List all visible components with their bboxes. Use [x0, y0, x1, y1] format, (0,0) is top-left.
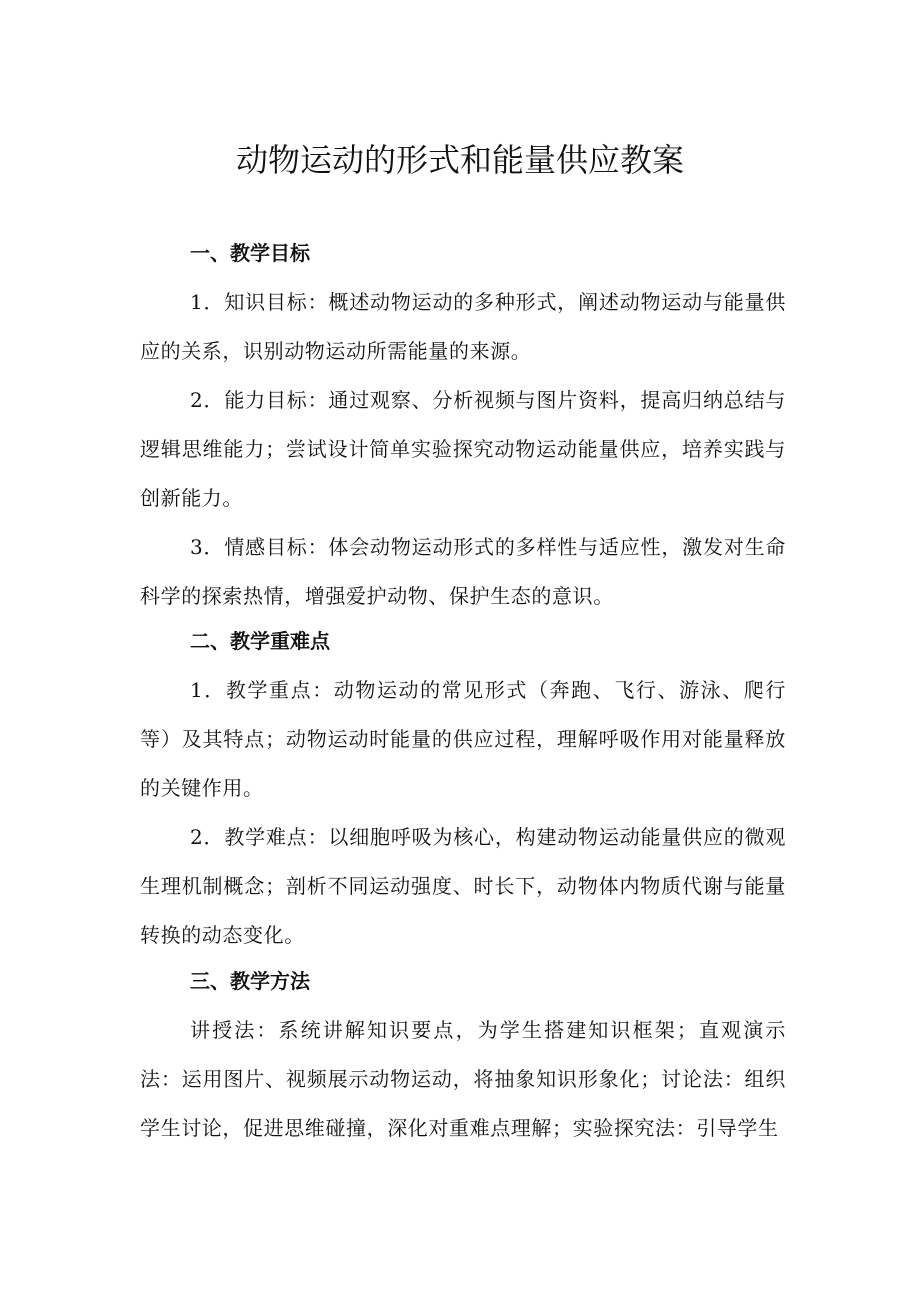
section-heading-objectives: 一、教学目标: [190, 241, 310, 265]
paragraph-emotion-objective: 3．情感目标：体会动物运动形式的多样性与适应性，激发对生命科学的探索热情，增强爱护动物、保护生态的意识。: [140, 535, 786, 608]
document-title: 动物运动的形式和能量供应教案: [235, 141, 684, 179]
section-heading-key-points: 二、教学重难点: [190, 629, 330, 653]
paragraph-teaching-focus: 1．教学重点：动物运动的常见形式（奔跑、飞行、游泳、爬行等）及其特点；动物运动时能量的供应过程，理解呼吸作用对能量释放的关键作用。: [140, 678, 786, 800]
paragraph-knowledge-objective: 1．知识目标：概述动物运动的多种形式，阐述动物运动与能量供应的关系，识别动物运动所需能量的来源。: [140, 290, 786, 363]
paragraph-teaching-difficulty: 2．教学难点：以细胞呼吸为核心，构建动物运动能量供应的微观生理机制概念；剖析不同运动强度、时长下，动物体内物质代谢与能量转换的动态变化。: [140, 825, 786, 947]
paragraph-teaching-methods: 讲授法：系统讲解知识要点，为学生搭建知识框架；直观演示法：运用图片、视频展示动物运动，将抽象知识形象化；讨论法：组织学生讨论，促进思维碰撞，深化对重难点理解；实验探究法：引导学生: [140, 1018, 786, 1140]
paragraph-ability-objective: 2．能力目标：通过观察、分析视频与图片资料，提高归纳总结与逻辑思维能力；尝试设计简单实验探究动物运动能量供应，培养实践与创新能力。: [140, 388, 786, 510]
section-heading-methods: 三、教学方法: [190, 969, 310, 993]
